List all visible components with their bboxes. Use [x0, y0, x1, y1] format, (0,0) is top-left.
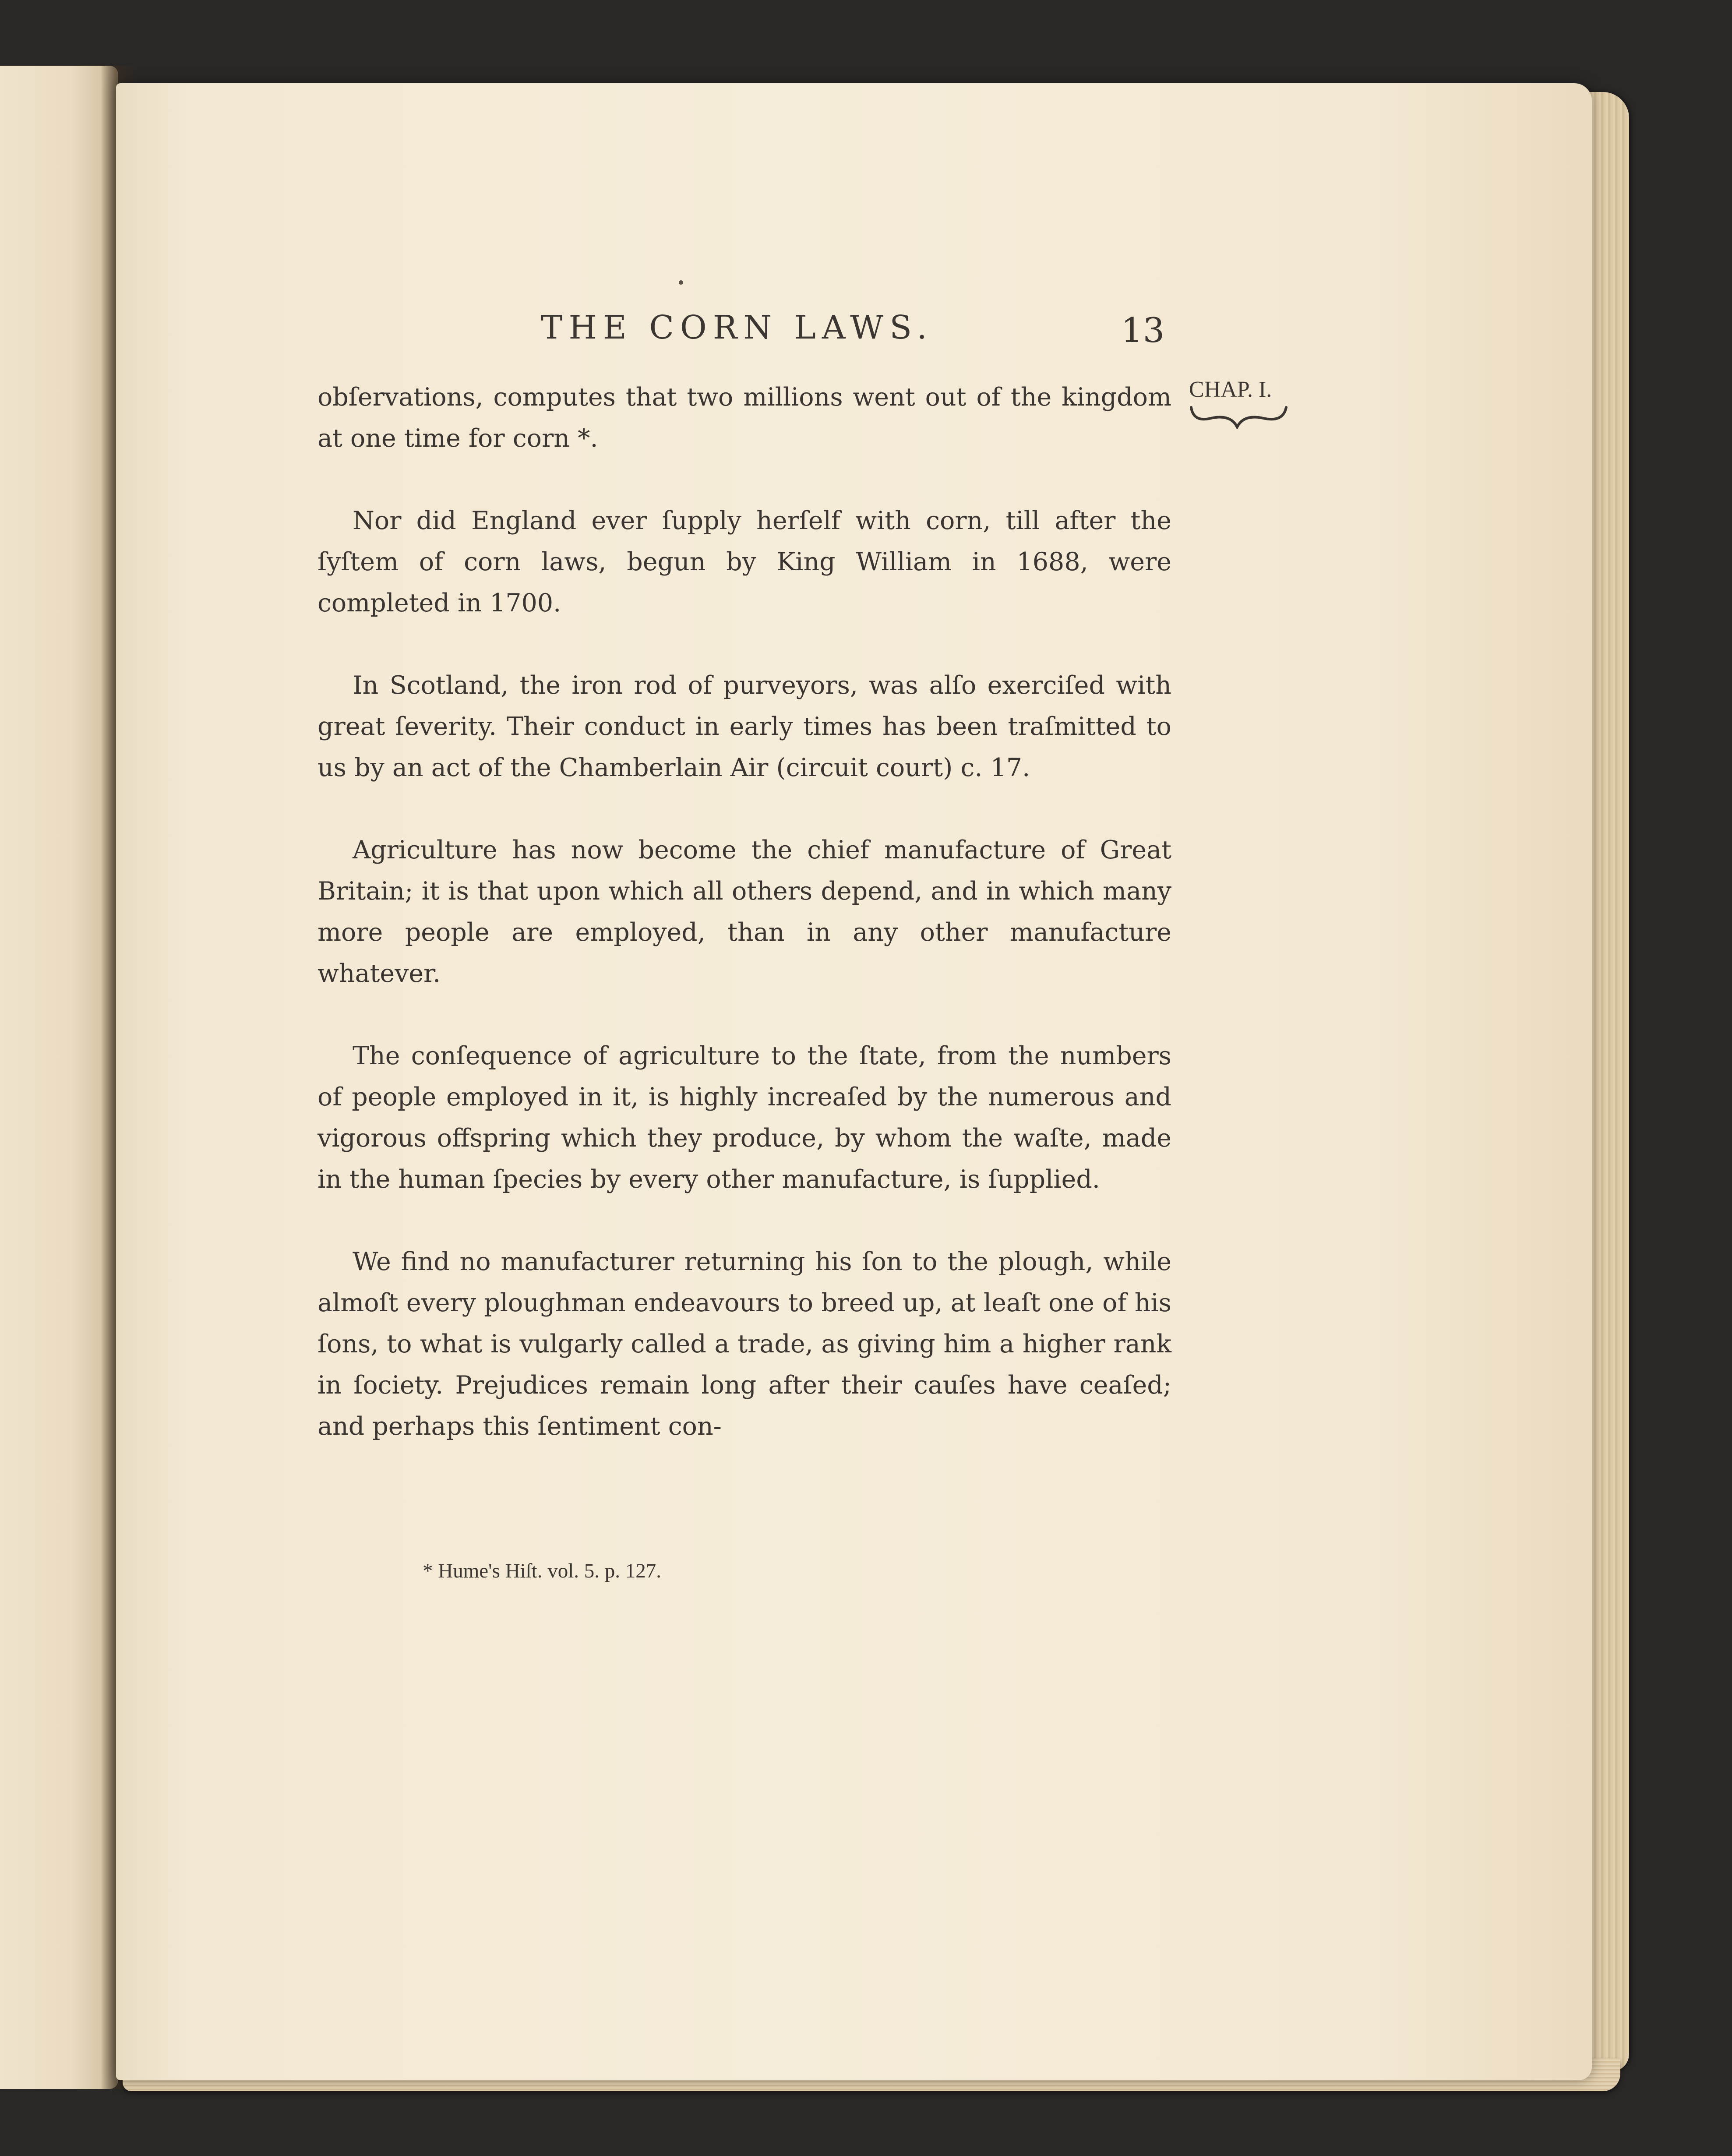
paragraph: In Scotland, the iron rod of purveyors, was alſo exerciſed with great ſeverity. Their conduct in early times has been traſmitted to us by an act of the Chamberlain Air (circuit court) c. 17. [317, 671, 1171, 782]
running-header [541, 309, 1171, 357]
paragraph: Nor did England ever ſupply herſelf with corn, till after the ſyſtem of corn laws, begun by King William in 1688, were completed in 1700. [317, 506, 1171, 618]
curly-brace-icon [1189, 403, 1290, 429]
paragraph: The conſequence of agriculture to the ſtate, from the numbers of people employed in it, is highly increaſed by the numerous and vigorous offspring which they produce, by whom the waſte, made in the human ſpecies by every other manufacture, is ſupplied. [317, 1041, 1171, 1194]
body-text [317, 377, 1171, 1488]
chapter-label: CHAP. I. [1189, 377, 1272, 402]
paragraph: We find no manufacturer returning his ſon to the plough, while almoſt every ploughman endeavours to breed up, at leaſt one of his ſons, to what is vulgarly called a trade, as giving him a higher rank in ſociety. Prejudices remain long after their cauſes have ceaſed; and perhaps this ſentiment con- [317, 1247, 1171, 1441]
ink-speck [679, 280, 683, 285]
paragraph: Agriculture has now become the chief manufacture of Great Britain; it is that upon which all others depend, and in which many more people are employed, than in any other manufacture whatever. [317, 836, 1171, 988]
page-number: 13 [1121, 311, 1165, 350]
footnote: * Hume's Hiſt. vol. 5. p. 127. [423, 1560, 662, 1582]
margin-chapter-note [1189, 377, 1307, 434]
running-title: THE CORN LAWS. [541, 309, 933, 346]
paragraph: obſervations, computes that two millions went out of the kingdom at one time for corn *. [317, 383, 1171, 453]
